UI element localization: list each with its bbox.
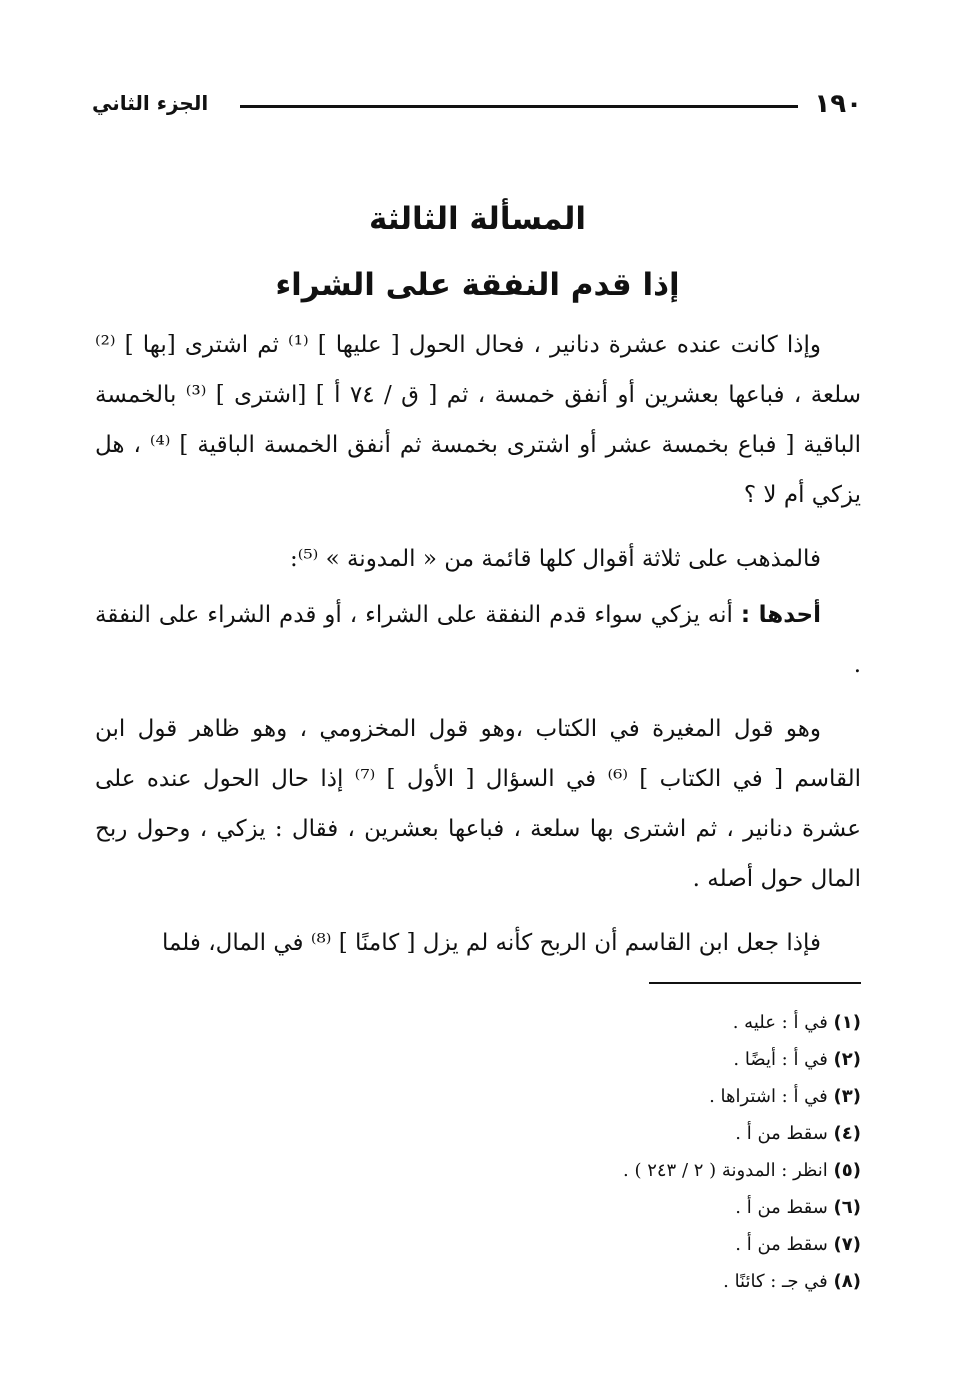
- footnote-number: (٨): [833, 1271, 861, 1292]
- footnote-number: (٧): [833, 1234, 861, 1255]
- footnote-text: في أ : أيضًا .: [733, 1049, 828, 1070]
- opinion-lead: أحدها :: [740, 602, 821, 628]
- footnote-text: انظر : المدونة ( ٢ / ٢٤٣ ) .: [623, 1160, 828, 1181]
- issue-title: إذا قدم النفقة على الشراء: [275, 267, 680, 303]
- footnote: [221, 1041, 861, 1078]
- paragraph: وإذا كانت عنده عشرة دنانير ، فحال الحول [ عليها ] ⁽¹⁾ ثم اشترى [بها ] ⁽²⁾ سلعة ، فباعها بعشرين أو أنفق خمسة ، ثم [ ق / ٧٤ أ ] [اشترى ] ⁽³⁾ بالخمسة الباقية [ فباع بخمسة عشر أو اشترى بخمسة ثم أنفق الخمسة الباقية ] ⁽⁴⁾ ، هل يزكي أم لا ؟: [95, 332, 862, 508]
- footnote: [221, 1078, 861, 1115]
- paragraph: فالمذهب على ثلاثة أقوال كلها قائمة من « المدونة » ⁽⁵⁾:: [289, 546, 821, 572]
- paragraph: فإذا جعل ابن القاسم أن الربح كأنه لم يزل [ كامنًا ] ⁽⁸⁾ في المال، فلما: [162, 930, 821, 956]
- issue-heading: المسألة الثالثة: [368, 201, 587, 237]
- running-header: [92, 86, 862, 126]
- footnote-number: (٤): [833, 1123, 861, 1144]
- footnote-number: (٥): [833, 1160, 861, 1181]
- footnote-text: في أ : اشتراها .: [709, 1086, 828, 1107]
- footnote: [221, 1115, 861, 1152]
- footnote-number: (٢): [833, 1049, 861, 1070]
- footnote: [221, 1189, 861, 1226]
- footnote: [221, 1226, 861, 1263]
- footnote-number: (١): [833, 1012, 861, 1033]
- footnotes-list: [221, 1004, 861, 1300]
- footnote-text: سقط من أ .: [735, 1123, 828, 1144]
- footnote-rule: [649, 982, 861, 984]
- footnote-number: (٣): [833, 1086, 861, 1107]
- footnote-text: في جـ : كائنًا .: [723, 1271, 828, 1292]
- footnote: [221, 1004, 861, 1041]
- body-text: [95, 320, 861, 982]
- paragraph: وهو قول المغيرة في الكتاب ،وهو قول المخزومي ، وهو ظاهر قول ابن القاسم [ في الكتاب ] ⁽⁶⁾ في السؤال [ الأول ] ⁽⁷⁾ إذا حال الحول عنده على عشرة دنانير ، ثم اشترى بها سلعة ، فباعها بعشرين ، فقال : يزكي ، وحول ربح المال حول أصله .: [95, 716, 862, 892]
- first-opinion-paragraph: [95, 590, 861, 690]
- footnote-number: (٦): [833, 1197, 861, 1218]
- footnote: [221, 1263, 861, 1300]
- volume-title: الجزء الثاني: [92, 91, 209, 115]
- footnote-text: سقط من أ .: [735, 1234, 828, 1255]
- opinion-text: أنه يزكي سواء قدم النفقة على الشراء ، أو قدم الشراء على النفقة .: [95, 602, 861, 678]
- footnote-text: في أ : عليه .: [732, 1012, 828, 1033]
- header-rule: [240, 105, 798, 108]
- footnote: [221, 1152, 861, 1189]
- page-number: ١٩٠: [814, 89, 862, 119]
- footnote-text: سقط من أ .: [735, 1197, 828, 1218]
